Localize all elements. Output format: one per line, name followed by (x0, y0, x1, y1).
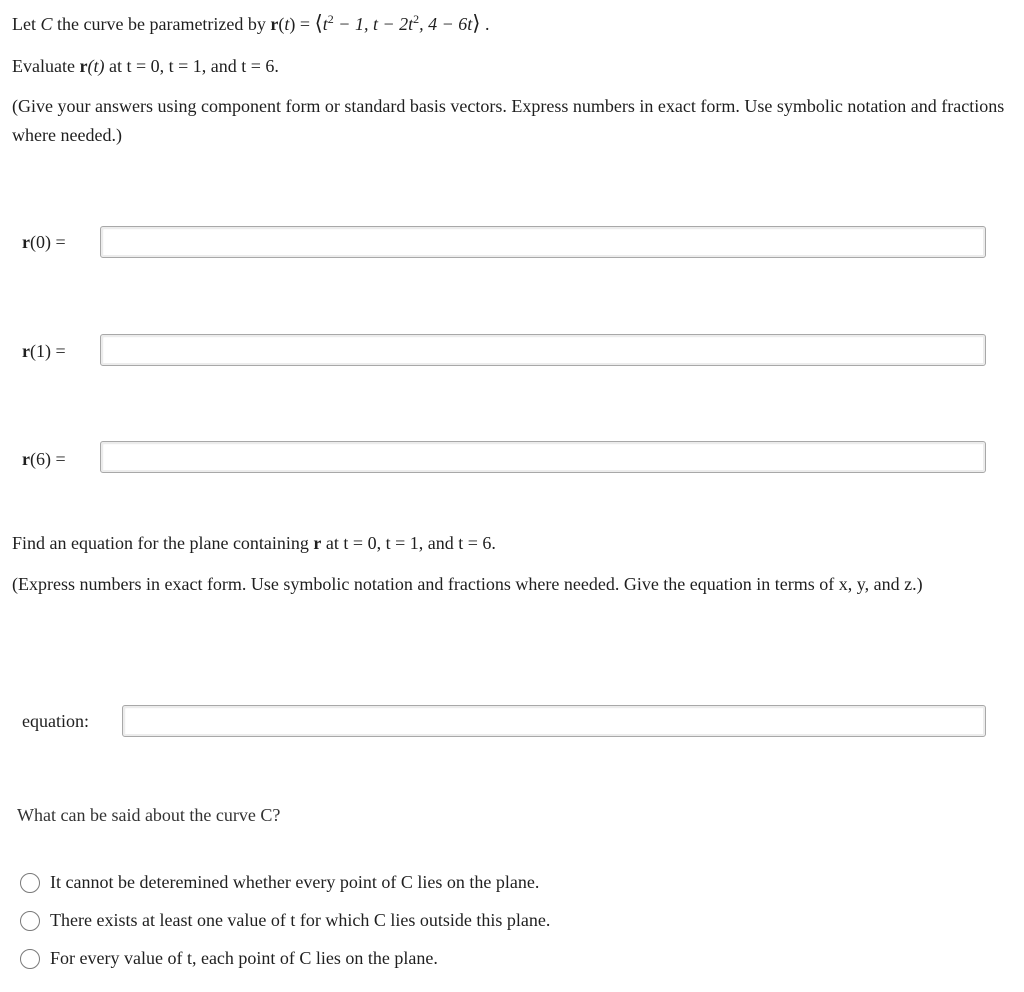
r0-r: r (22, 232, 30, 252)
option-lies-on-plane[interactable] (20, 948, 438, 969)
plane-r: r (313, 533, 322, 553)
option-label: There exists at least one value of t for which C lies outside this plane. (50, 910, 551, 930)
r6-label (22, 449, 66, 470)
evaluate-line (12, 56, 279, 77)
option-label: For every value of t, each point of C lies on the plane. (50, 948, 438, 968)
intro-end: . (484, 14, 490, 34)
intro-text: the curve be parametrized by (57, 14, 266, 34)
evaluate-rest: at t = 0, t = 1, and t = 6. (108, 56, 279, 76)
intro-line: Let C the curve be parametrized by $r(t) = ⟨t^2 - 1$, $t - 2t^2$, 4 − 6t⟩ . (12, 11, 490, 35)
option-cannot-determine[interactable] (20, 872, 539, 893)
r0-arg: (0) = (30, 232, 66, 252)
vec-b: 2 (327, 12, 334, 26)
instructions-equation: (Express numbers in exact form. Use symbolic notation and fractions where needed. Give the equation in terms of x, y, and z.) (12, 574, 923, 594)
instructions-components: (Give your answers using component form or standard basis vectors. Express numbers in exact form. Use symbolic notation and fractions where needed.) (12, 96, 1005, 145)
equals-sign: = (299, 14, 311, 34)
vec-c: − 1, t − 2t (338, 14, 414, 34)
r1-label (22, 341, 66, 362)
radio-button[interactable] (20, 949, 40, 969)
r0-label (22, 232, 66, 253)
param-t: t (284, 14, 290, 34)
equation-answer-input[interactable] (122, 705, 986, 737)
vec-d: 2 (413, 12, 420, 26)
r6-arg: (6) = (30, 449, 66, 469)
r6-r: r (22, 449, 30, 469)
option-lies-outside[interactable] (20, 910, 550, 931)
vec-a: t (322, 14, 328, 34)
radio-button[interactable] (20, 911, 40, 931)
intro-prefix: Let (12, 14, 36, 34)
r1-arg: (1) = (30, 341, 66, 361)
r0-answer-input[interactable] (100, 226, 986, 258)
evaluate-text: Evaluate (12, 56, 75, 76)
plane-question (12, 533, 496, 554)
vector-r: r (270, 14, 279, 34)
plane-rest: at t = 0, t = 1, and t = 6. (325, 533, 496, 553)
r1-answer-input[interactable] (100, 334, 986, 366)
r1-r: r (22, 341, 30, 361)
option-label: It cannot be deteremined whether every point of C lies on the plane. (50, 872, 540, 892)
curve-symbol: C (40, 14, 53, 34)
r6-answer-input[interactable] (100, 441, 986, 473)
vec-e: , 4 − 6t (419, 14, 473, 34)
radio-button[interactable] (20, 873, 40, 893)
evaluate-t: (t) (87, 56, 105, 76)
equation-label: equation: (22, 711, 89, 731)
evaluate-r: r (79, 56, 88, 76)
plane-text: Find an equation for the plane containing (12, 533, 309, 553)
curve-question: What can be said about the curve C? (17, 805, 281, 825)
